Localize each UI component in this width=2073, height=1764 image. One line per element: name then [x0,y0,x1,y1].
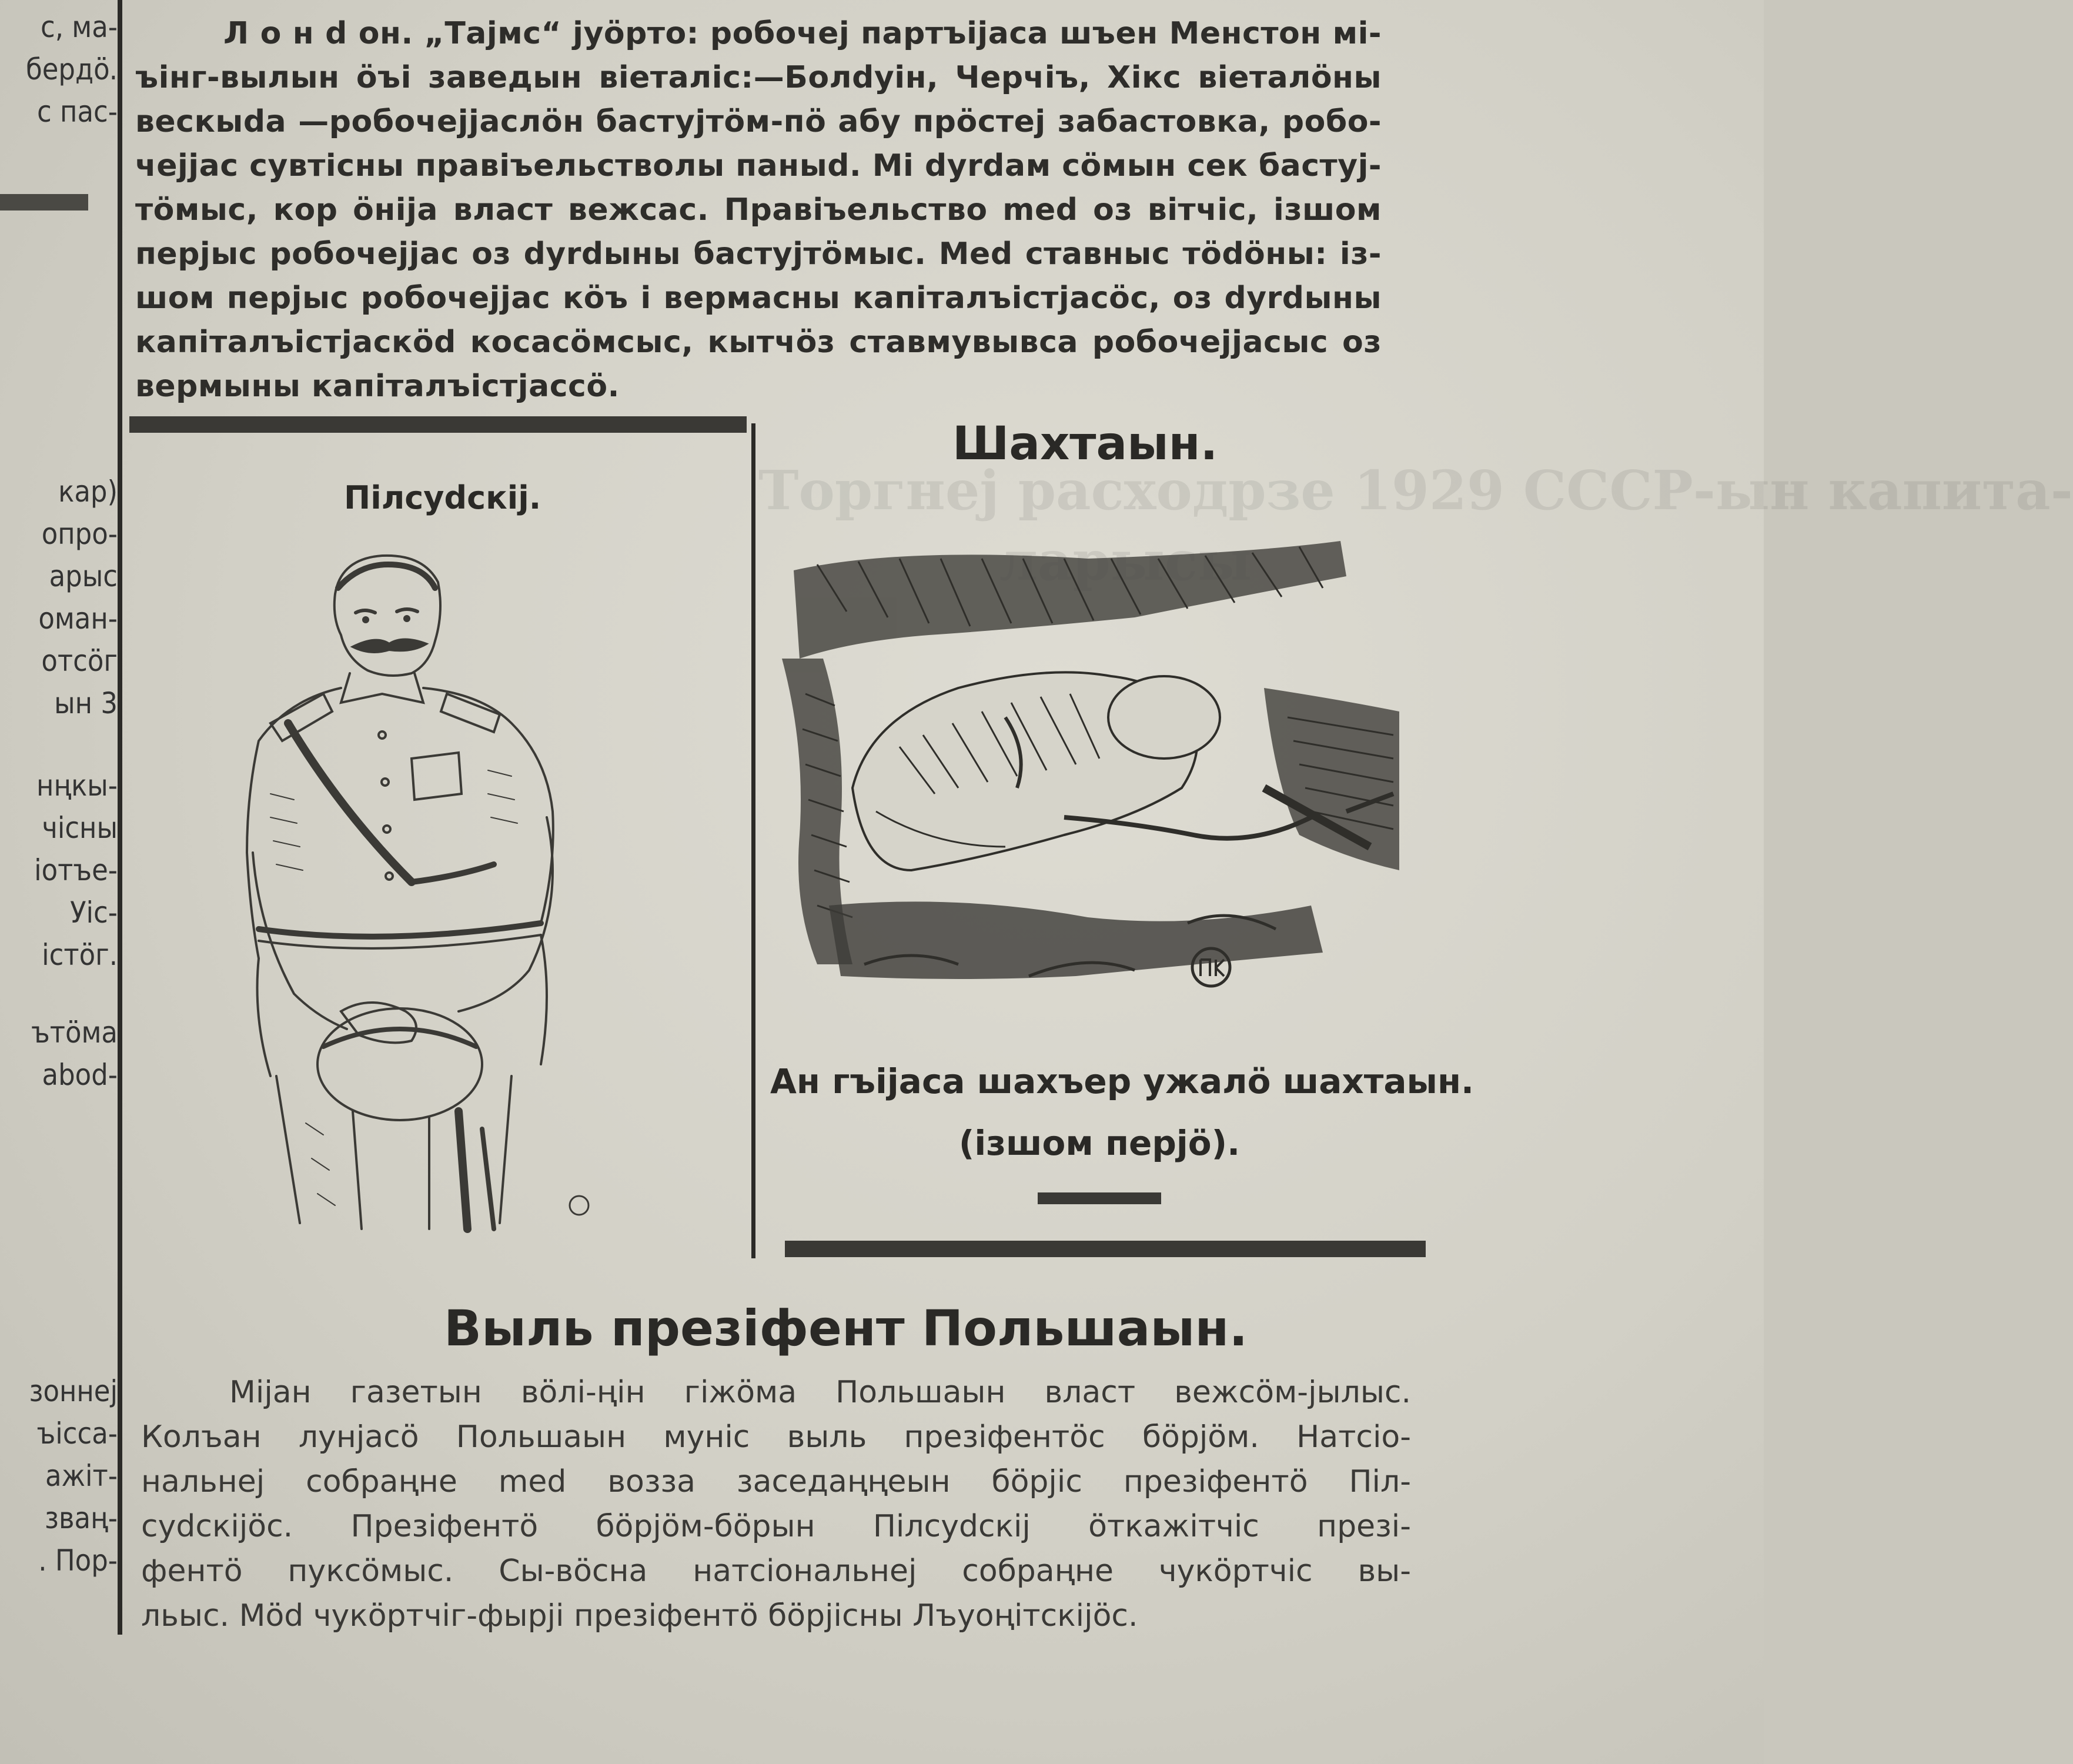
artist-mark-icon [570,1196,589,1215]
illustration-divider [751,423,755,1258]
left-column-line: зваң- [45,1501,118,1535]
article-line: тöмыс, кор öніја власт вежсас. Правіъельство med оз вітчіс, ізшом [135,192,1382,228]
miner-caption-line-1: Ан гъіјаса шахъер ужалö шахтаын. [770,1061,1474,1101]
left-column-rule [0,194,88,211]
article-line: фентö пуксöмыс. Сы-вöсна натсіональнеj собраңне чукöртчіс вы- [141,1553,1411,1589]
left-column-line: нңкы- [36,769,118,803]
portrait-illustration [235,547,635,1241]
article-line: нальнеj собраңне med воззa заседаңңеын бöрјіс презіфентö Піл- [141,1464,1411,1499]
left-column-line: отсöг [41,644,118,678]
bleed-through-text: Торгнеј расходрзе 1929 СССР-ын капита- [758,459,2073,522]
section-rule [129,416,747,433]
column-divider [118,0,122,1635]
article-line: вермыны капіталъістјассö. [135,369,620,404]
right-illustration-title: Шахтаын. [952,417,1218,470]
article-line: шом перјыс робочеjјас кöъ і вермасны капіталъістјасöс, оз dуrdыны [135,280,1382,316]
left-column-line: с пас- [37,95,118,129]
left-column-line: оман- [38,602,118,636]
left-column-line: ътöма [31,1015,118,1050]
article-line: льыс. Мöd чукöртчіг-фырјі презіфентö бöрјісны Лъуоңітскіјöс. [141,1598,1138,1633]
article-line: перјыс робочеjјас оз dуrdыны бастујтöмыс. Med ставныс тödöны: із- [135,236,1382,272]
article-line: Міјан газетын вöлі-ңін гіжöма Польшаын власт вежсöм-јылыс. [229,1375,1411,1410]
left-column-line: кар) [58,475,118,509]
left-column-line: аbod- [42,1058,118,1092]
left-column-line: чісны [42,811,118,845]
left-column-line: зоннеj [29,1374,118,1408]
article-line: ъінг-вылын öъі заведын віеталіс:—Болdуін, Черчіъ, Хікс віеталöны [135,60,1382,95]
left-column-line: ын 3 [54,686,118,720]
section-rule [785,1241,1426,1257]
bottom-article-headline: Выль презіфент Польшаын. [444,1299,1248,1357]
left-column-fragments [0,0,118,1646]
article-line: Колъан лунјасö Польшаын муніс выль презіфентöс бöрјöм. Натсіо- [141,1419,1411,1455]
article-line: капіталъістјаскöd косасöмсыс, кытчöз ставмувывса робочеjјасыс оз [135,325,1382,360]
left-column-line: с, ма- [40,10,118,44]
left-column-line: ажіт- [45,1459,118,1493]
miner-illustration [782,541,1405,1000]
top-article-body [135,12,1382,409]
left-column-line: ъісса- [36,1416,118,1451]
left-column-line: Уіс- [70,896,118,930]
left-column-line: опро- [41,517,118,551]
miner-caption-line-2: (ізшом перјö). [958,1123,1241,1163]
left-column-line: іотъе- [34,853,118,887]
left-column-line: істöг. [42,938,118,972]
left-column-line: . Пор- [38,1544,118,1578]
article-line: суdскіјöс. Презіфентö бöрјöм-бöрын Пілсуdскіј öткажітчіс презі- [141,1509,1411,1544]
bottom-article-body [141,1370,1411,1638]
caption-rule [1038,1192,1161,1204]
left-column-line: арыс [49,559,118,593]
article-line: чеjјас сувтісны правіъельстволы паныd. Мі dуrdам сöмын сек бастуj- [135,148,1382,183]
left-column-line: бердö. [25,52,118,86]
article-line: вескыdа —робочеjјаслöн бастујтöм-пö абу прöстеj забастовка, робо- [135,104,1382,139]
article-line: Л о н d он. „Тајмс“ јуöрто: робочеj партъіјаса шъен Менстон мі- [223,16,1382,51]
left-illustration-title: Пілсуdскіј. [344,479,541,516]
